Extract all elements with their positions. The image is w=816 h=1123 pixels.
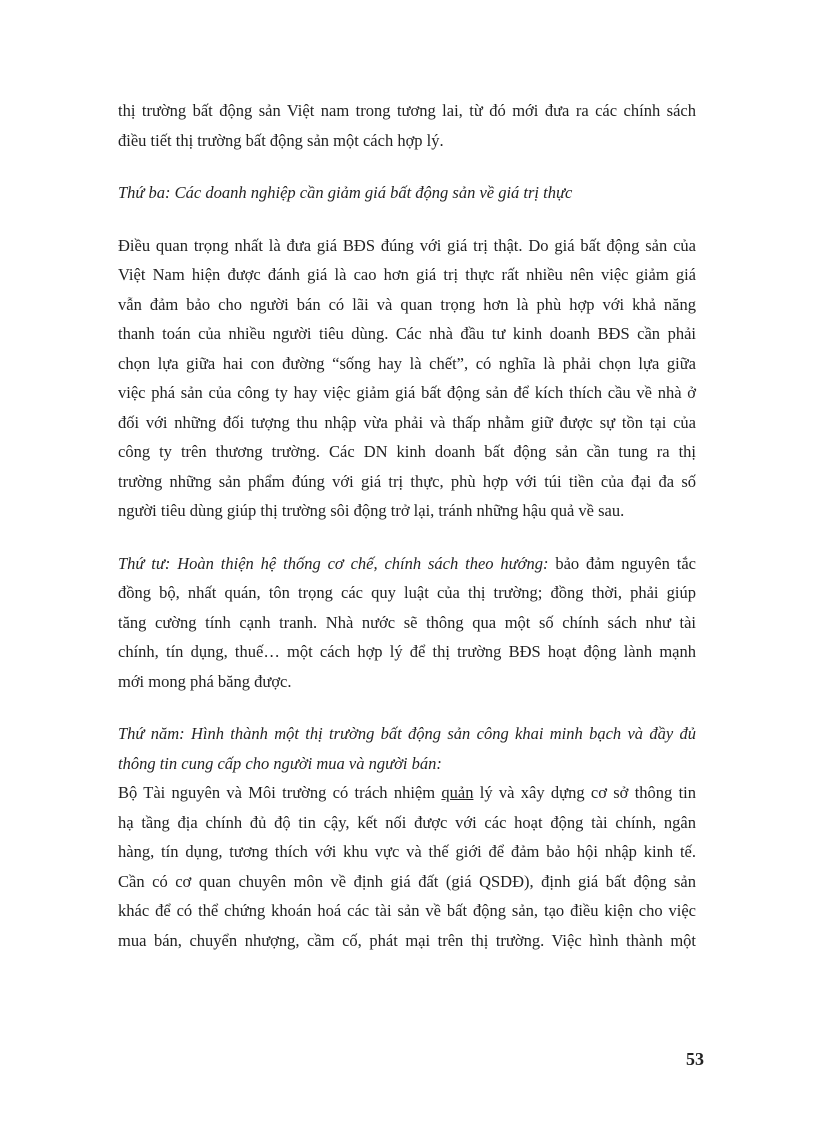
text-line: Điều quan trọng nhất là đưa giá BĐS đúng với giá trị thật. Do giá bất động sản của xyxy=(118,235,696,255)
text-line: công ty trên thương trường. Các DN kinh doanh bất động sản cần tung ra thị xyxy=(118,442,696,461)
heading-thu-tu: Thứ tư: Hoàn thiện hệ thống cơ chế, chính sách theo hướng: xyxy=(118,553,549,573)
text-line: mới mong phá băng được. xyxy=(118,671,292,691)
document-page xyxy=(118,96,696,955)
text-line: vẫn đảm bảo cho người bán có lãi và quan trọng hơn là phù hợp với khả năng xyxy=(118,294,696,314)
underlined-word: quản xyxy=(441,783,474,802)
paragraph-gia-tri-thuc xyxy=(118,231,696,526)
text-line: hàng, tín dụng, tương thích với khu vực và thế giới để đảm bảo hội nhập kinh tế. xyxy=(118,842,696,861)
text-line: khác để có thể chứng khoán hoá các tài sản về bất động sản, tạo điều kiện cho việc xyxy=(118,901,696,920)
text-line: thông tin cung cấp cho người mua và người bán: xyxy=(118,753,442,773)
text-line: thanh toán của nhiều người tiêu dùng. Các nhà đầu tư kinh doanh BĐS cần phải xyxy=(118,324,696,343)
text-line xyxy=(118,549,696,579)
text-line: đồng bộ, nhất quán, tôn trọng các quy luật của thị trường; đồng thời, phải giúp xyxy=(118,583,696,602)
text-line: điều tiết thị trường bất động sản một cách hợp lý. xyxy=(118,130,444,150)
text-line: trường những sản phẩm đúng với giá trị thực, phù hợp với túi tiền của đại đa số xyxy=(118,471,696,491)
text-line: chính, tín dụng, thuế… một cách hợp lý để thị trường BĐS hoạt động lành mạnh xyxy=(118,642,696,661)
paragraph-thu-nam xyxy=(118,778,696,955)
text-run: lý và xây dựng cơ sở thông tin xyxy=(473,783,697,802)
paragraph-intro xyxy=(118,96,696,155)
text-line: Thứ năm: Hình thành một thị trường bất động sản công khai minh bạch và đầy đủ xyxy=(118,724,696,743)
paragraph-thu-tu xyxy=(118,549,696,697)
text-run: Bộ Tài nguyên và Môi trường có trách nhiệm xyxy=(118,783,442,802)
text-line: thị trường bất động sản Việt nam trong tương lai, từ đó mới đưa ra các chính sách xyxy=(118,101,696,120)
text-run: bảo đảm nguyên tắc xyxy=(548,553,696,573)
text-line: việc phá sản của công ty hay việc giảm giá bất động sản để kích thích cầu về nhà ở xyxy=(118,383,696,402)
text-line: Cần có cơ quan chuyên môn về định giá đất (giá QSDĐ), định giá bất động sản xyxy=(118,871,696,891)
page-number: 53 xyxy=(686,1049,704,1069)
text-line: hạ tầng địa chính đủ độ tin cậy, kết nối được với các hoạt động tài chính, ngân xyxy=(118,812,696,832)
text-line: người tiêu dùng giúp thị trường sôi động trở lại, tránh những hậu quả về sau. xyxy=(118,501,625,520)
text-line: Việt Nam hiện được đánh giá là cao hơn giá trị thực rất nhiều nên việc giảm giá xyxy=(118,265,696,284)
text-line: chọn lựa giữa hai con đường “sống hay là chết”, có nghĩa là phải chọn lựa giữa xyxy=(118,353,696,373)
heading-thu-nam xyxy=(118,719,696,778)
text-line xyxy=(118,778,696,808)
text-line: đối với những đối tượng thu nhập vừa phải và thấp nhằm giữ được sự tồn tại của xyxy=(118,412,696,432)
heading-thu-ba: Thứ ba: Các doanh nghiệp cần giảm giá bất động sản về giá trị thực xyxy=(118,183,573,202)
text-line: tăng cường tính cạnh tranh. Nhà nước sẽ thông qua một số chính sách như tài xyxy=(118,612,696,632)
text-line: mua bán, chuyển nhượng, cầm cố, phát mại trên thị trường. Việc hình thành một xyxy=(118,930,696,950)
